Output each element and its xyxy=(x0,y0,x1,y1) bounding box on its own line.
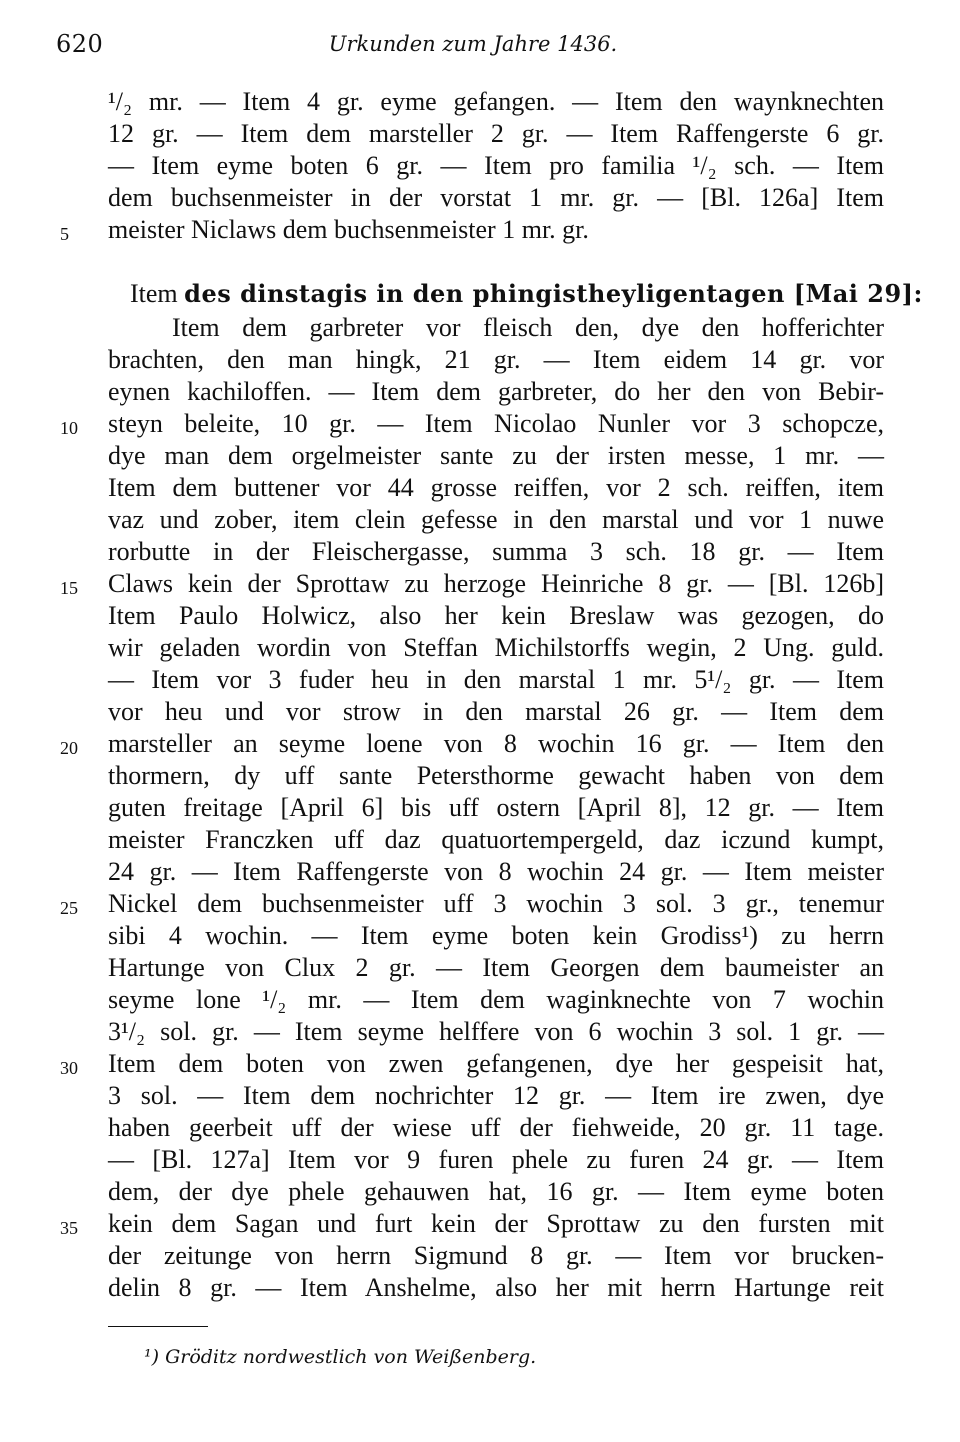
text-line: marsteller an seyme loene von 8 wochin 16 gr. — Item den xyxy=(108,729,884,758)
text-line: steyn beleite, 10 gr. — Item Nicolao Nunler vor 3 schopcze, xyxy=(108,409,884,438)
text-line: thormern, dy uff sante Petersthorme gewacht haben von dem xyxy=(108,761,884,790)
text-line: — [Bl. 127a] Item vor 9 furen phele zu furen 24 gr. — Item xyxy=(108,1145,884,1174)
text-line: dye man dem orgelmeister sante zu der irsten messe, 1 mr. — xyxy=(108,441,884,470)
text-line: 3 sol. — Item dem nochrichter 12 gr. — Item ire zwen, dye xyxy=(108,1081,884,1110)
footnote: ¹) Gröditz nordwestlich von Weißenberg. xyxy=(144,1346,537,1368)
line-number: 20 xyxy=(60,738,78,758)
line-number: 35 xyxy=(60,1218,78,1238)
text-line: rorbutte in der Fleischergasse, summa 3 sch. 18 gr. — Item xyxy=(108,537,884,566)
text-line: vaz und zober, item clein gefesse in den marstal und vor 1 nuwe xyxy=(108,505,884,534)
page-number: 620 xyxy=(56,30,104,58)
running-head: Urkunden zum Jahre 1436. xyxy=(328,32,618,56)
text-line: brachten, den man hingk, 21 gr. — Item eidem 14 gr. vor xyxy=(108,345,884,374)
text-line: meister Franczken uff daz quatuortempergeld, daz iczund kumpt, xyxy=(108,825,884,854)
line-number: 30 xyxy=(60,1058,78,1078)
text-line: vor heu und vor strow in den marstal 26 gr. — Item dem xyxy=(108,697,884,726)
text-line: der zeitunge von herrn Sigmund 8 gr. — Item vor brucken- xyxy=(108,1241,884,1270)
text-line: delin 8 gr. — Item Anshelme, also her mit herrn Hartunge reit xyxy=(108,1273,884,1302)
text-line: dem buchsenmeister in der vorstat 1 mr. gr. — [Bl. 126a] Item xyxy=(108,183,884,212)
text-line: wir geladen wordin von Steffan Michilstorffs wegin, 2 Ung. guld. xyxy=(108,633,884,662)
text-line: seyme lone ¹/₂ mr. — Item dem waginknechte von 7 wochin xyxy=(108,985,884,1014)
text-line: Item dem boten von zwen gefangenen, dye her gespeisit hat, xyxy=(108,1049,884,1078)
text-line: guten freitage [April 6] bis uff ostern [April 8], 12 gr. — Item xyxy=(108,793,884,822)
text-line: Item dem buttener vor 44 grosse reiffen, vor 2 sch. reiffen, item xyxy=(108,473,884,502)
text-line: Nickel dem buchsenmeister uff 3 wochin 3 sol. 3 gr., tenemur xyxy=(108,889,884,918)
text-line: eynen kachiloffen. — Item dem garbreter, do her den von Bebir- xyxy=(108,377,884,406)
page-header xyxy=(56,30,890,66)
text-line: Item dem garbreter vor fleisch den, dye den hofferichter xyxy=(172,313,884,342)
text-line: haben geerbeit uff der wiese uff der fiehweide, 20 gr. 11 tage. xyxy=(108,1113,884,1142)
section-heading: Item des dinstagis in den phingistheyligentagen [Mai 29]: xyxy=(130,279,923,308)
line-number: 10 xyxy=(60,418,78,438)
text-line: dem, der dye phele gehauwen hat, 16 gr. — Item eyme boten xyxy=(108,1177,884,1206)
text-line: meister Niclaws dem buchsenmeister 1 mr. gr. xyxy=(108,215,589,244)
text-line: sibi 4 wochin. — Item eyme boten kein Grodiss¹) zu herrn xyxy=(108,921,884,950)
text-line: Claws kein der Sprottaw zu herzoge Heinriche 8 gr. — [Bl. 126b] xyxy=(108,569,884,598)
footnote-rule xyxy=(108,1326,208,1327)
text-line: 24 gr. — Item Raffengerste von 8 wochin 24 gr. — Item meister xyxy=(108,857,884,886)
text-line: kein dem Sagan und furt kein der Sprottaw zu den fursten mit xyxy=(108,1209,884,1238)
text-line: Hartunge von Clux 2 gr. — Item Georgen dem baumeister an xyxy=(108,953,884,982)
text-line: ¹/₂ mr. — Item 4 gr. eyme gefangen. — Item den waynknechten xyxy=(108,87,884,116)
text-line: Item Paulo Holwicz, also her kein Breslaw was gezogen, do xyxy=(108,601,884,630)
text-line: — Item eyme boten 6 gr. — Item pro familia ¹/₂ sch. — Item xyxy=(108,151,884,180)
line-number: 15 xyxy=(60,578,78,598)
line-number: 25 xyxy=(60,898,78,918)
text-line: 3¹/₂ sol. gr. — Item seyme helffere von 6 wochin 3 sol. 1 gr. — xyxy=(108,1017,884,1046)
text-line: 12 gr. — Item dem marsteller 2 gr. — Item Raffengerste 6 gr. xyxy=(108,119,884,148)
line-number: 5 xyxy=(60,224,69,244)
text-line: — Item vor 3 fuder heu in den marstal 1 mr. 5¹/₂ gr. — Item xyxy=(108,665,884,694)
